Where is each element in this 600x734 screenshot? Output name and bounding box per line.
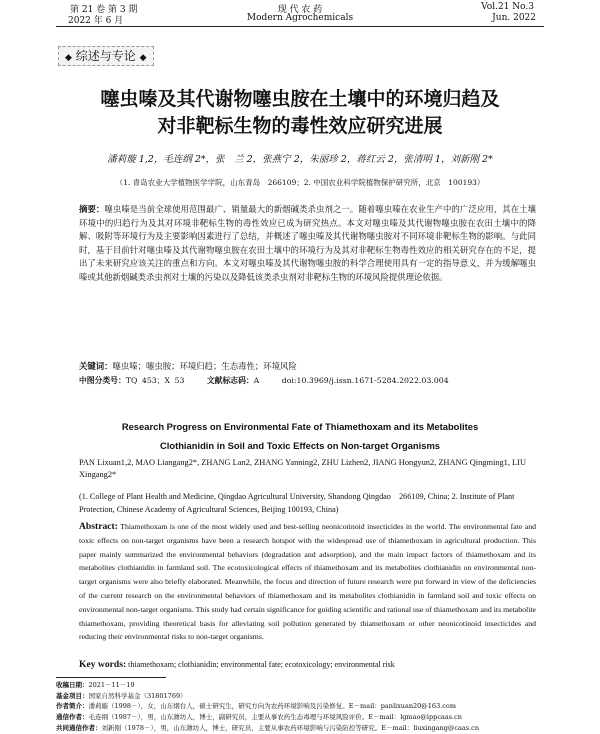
column-label bbox=[58, 46, 154, 66]
doc-label: 文献标志码： bbox=[206, 376, 254, 385]
keywords-en-text: thiamethoxam; clothianidin; environmental fate; ecotoxicology; environmental risk bbox=[128, 660, 395, 669]
title-en-line-1: Research Progress on Environmental Fate of Thiamethoxam and its Metabolites bbox=[121, 421, 479, 432]
abstract-cn-label: 摘要： bbox=[79, 204, 105, 214]
footnote-first-author bbox=[56, 701, 544, 712]
keywords-en-label: Key words: bbox=[79, 659, 127, 670]
running-header bbox=[56, 0, 544, 24]
corresponding-label: 通信作者： bbox=[56, 713, 89, 722]
doc-value: A bbox=[253, 376, 260, 385]
footnotes bbox=[56, 680, 544, 734]
keywords-cn-text: 噻虫嗪；噻虫胺；环境归趋；生态毒性；环境风险 bbox=[112, 361, 297, 371]
abstract-en-label: Abstract: bbox=[79, 521, 118, 532]
affiliation-en: (1. College of Plant Health and Medicine, Qingdao Agricultural University, Shandong Qingdao 266109, China; 2. Institute of Plant Protection, Chinese Academy of Agricultural Sciences, Beijing 100193, China) bbox=[79, 492, 515, 514]
corresponding-text: 毛连纲（1987－），男，山东潍坊人，博士，副研究员，主要从事农药生态毒理与环境风险评价。E－mail：lgmao@ippcaas.cn bbox=[88, 713, 462, 722]
title-en-line-2: Clothianidin in Soil and Toxic Effects on Non-target Organisms bbox=[159, 440, 441, 451]
footnote-corresponding bbox=[56, 712, 544, 723]
authors-cn: 潘莉璇 1,2，毛连纲 2*，张 兰 2，张燕宁 2，朱丽珍 2，蒋红云 2，张清明 1，刘新刚 2* bbox=[107, 154, 493, 165]
volume-en: Vol.21 No.3 bbox=[481, 2, 534, 12]
abstract-en bbox=[79, 520, 536, 644]
affiliation-cn: （1. 青岛农业大学植物医学学院，山东青岛 266109；2. 中国农业科学院植物保护研究所，北京 100193） bbox=[115, 178, 485, 187]
doi: doi:10.3969/j.issn.1671-5284.2022.03.004 bbox=[281, 376, 449, 385]
article-title-cn bbox=[60, 86, 540, 140]
co-corresponding-text: 刘新刚（1978－），男，山东潍坊人，博士，研究员，主要从事农药环境影响与污染防控等研究。E－mail：liuxingang@caas.cn bbox=[101, 723, 480, 732]
fund-label: 基金项目： bbox=[56, 691, 89, 700]
volume-cn: 第 21 卷 第 3 期 bbox=[70, 5, 138, 15]
fund-text: 国家自然科学基金（31801769） bbox=[88, 691, 187, 700]
footnote-co-corresponding bbox=[56, 723, 544, 734]
footnote-received bbox=[56, 680, 544, 691]
class-value: TQ 453；X 53 bbox=[125, 376, 185, 385]
title-cn-line-1: 噻虫嗪及其代谢物噻虫胺在土壤中的环境归趋及 bbox=[100, 88, 500, 110]
abstract-cn-text: 噻虫嗪是当前全球使用范围最广、销量最大的新烟碱类杀虫剂之一。随着噻虫嗪在农业生产中的广泛应用，其在土壤环境中的归趋行为及其对环境非靶标生物的毒性效应已成为研究热点。本文对噻虫嗪及其代谢物噻虫胺在农田土壤中的降解、吸附等环境行为及主要影响因素进行了总结，并概述了噻虫嗪及其代谢物噻虫胺对不同环境非靶标生物的影响。与此同时，基于目前针对噻虫嗪及其代谢物噻虫胺在农田土壤中的环境行为及其对非靶标生物毒性效应的相关研究存在的不足，提出了未来研究应该关注的重点和方向。本文对噻虫嗪及其代谢物噻虫胺的科学合理使用具有一定的指导意义，并为缓解噻虫嗪或其他新烟碱类杀虫剂对土壤的污染以及降低该类杀虫剂对非靶标生物的环境风险提供理论依据。 bbox=[79, 204, 537, 282]
column-label-text: 综述与专论 bbox=[75, 49, 136, 63]
diamond-icon: ◆ bbox=[139, 53, 147, 63]
co-corresponding-label: 共同通信作者： bbox=[56, 723, 102, 732]
first-author-text: 潘莉璇（1998－），女，山东烟台人，硕士研究生，研究方向为农药环境影响及污染修复。E－mail：panlixuan20@163.com bbox=[88, 702, 456, 711]
classification-line bbox=[79, 375, 449, 386]
keywords-cn-label: 关键词： bbox=[79, 361, 113, 371]
diamond-icon: ◆ bbox=[65, 53, 72, 63]
article-title-en bbox=[60, 417, 540, 455]
footnote-rule bbox=[56, 677, 166, 678]
journal-name-en: Modern Agrochemicals bbox=[246, 13, 354, 23]
abstract-en-text: Thiamethoxam is one of the most widely used and best-selling neonicotinoid insecticides in the world. The environmental fate and toxic effects on non-target organisms have been a research hotspot with the widespread use of thiamethoxam in agricultural production. This paper mainly summarized the environmental behaviors (degradation and adsorption), and the main impact factors of thiamethoxam and its metabolites clothianidin in farmland soil. The ecotoxicological effects of thiamethoxam and its metabolites clothianidin on environmental non-target organisms were also briefly elaborated. Meanwhile, the focus and direction of future research were put forward in view of the deficiencies of the current research on the environmental behaviors of thiamethoxam and its metabolites clothianidin in farmland soil and toxic effects on environmental non-target organisms. This study had certain significance for guiding scientific and rational use of thiamethoxam and its metabolite thiamethoxam, providing theoretical basis for alleviating soil pollution generated by thiamethoxam or other neonicotinoid insecticides and reducing their environmental risks to non-target organisms. bbox=[79, 522, 537, 642]
date-en: Jun. 2022 bbox=[492, 13, 536, 23]
first-author-label: 作者简介： bbox=[56, 702, 89, 711]
class-label: 中图分类号： bbox=[79, 376, 126, 385]
received-date: 2021－11－19 bbox=[88, 681, 135, 689]
title-cn-line-2: 对非靶标生物的毒性效应研究进展 bbox=[157, 115, 443, 137]
footnote-fund bbox=[56, 691, 544, 702]
received-label: 收稿日期： bbox=[56, 681, 89, 689]
journal-name-cn: 现 代 农 药 bbox=[277, 5, 323, 15]
date-cn: 2022 年 6 月 bbox=[68, 16, 124, 26]
header-rule bbox=[56, 26, 544, 27]
abstract-cn bbox=[79, 203, 536, 285]
keywords-cn bbox=[79, 360, 297, 372]
authors-en: PAN Lixuan1,2, MAO Liangang2*, ZHANG Lan2, ZHANG Yanning2, ZHU Lizhen2, JIANG Hongyun2, ZHANG Qingming1, LIU Xingang2* bbox=[79, 458, 527, 479]
keywords-en bbox=[79, 659, 395, 670]
